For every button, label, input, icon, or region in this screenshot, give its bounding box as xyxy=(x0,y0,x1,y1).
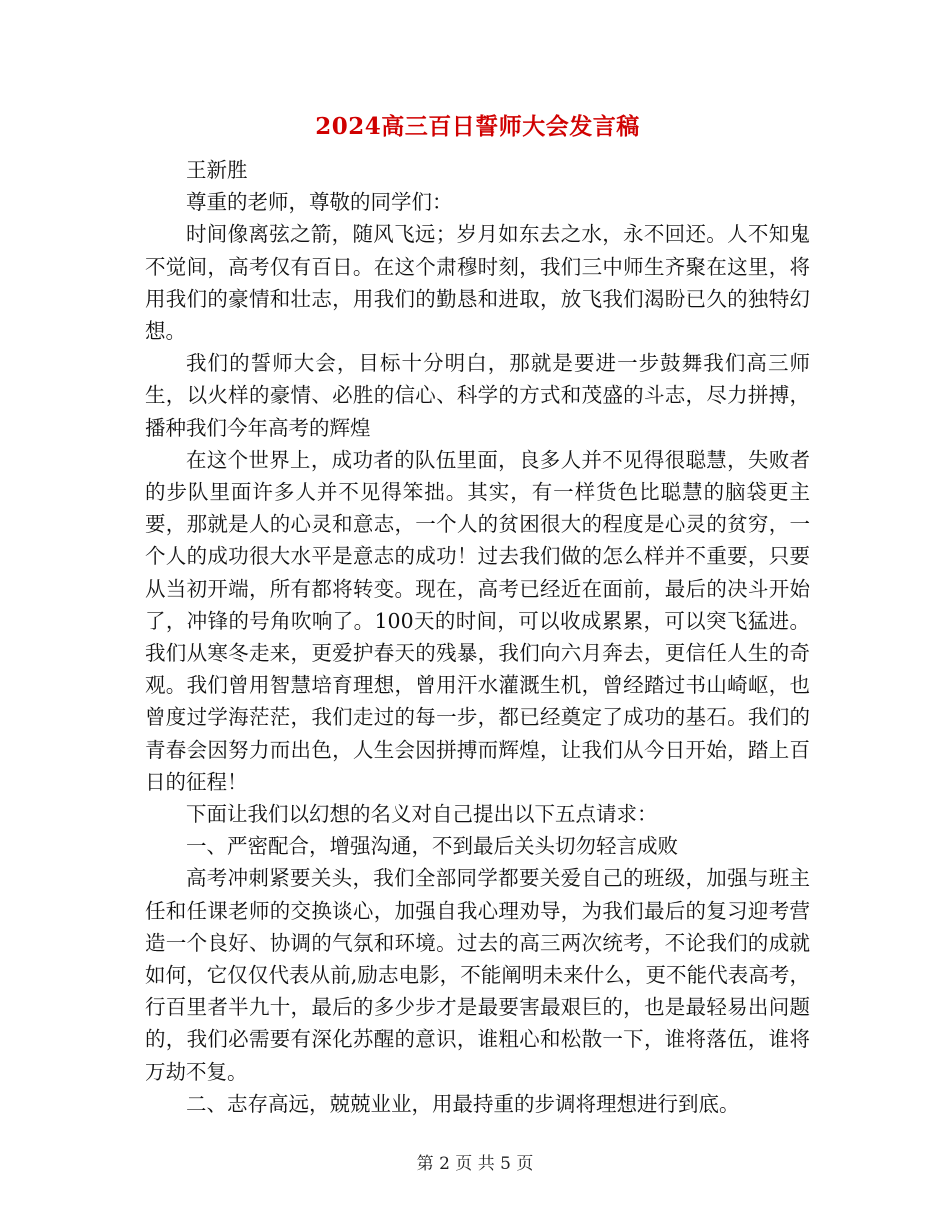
body-paragraph: 下面让我们以幻想的名义对自己提出以下五点请求： xyxy=(186,802,658,827)
author-line: 王新胜 xyxy=(186,158,248,182)
body-paragraph: 时间像离弦之箭，随风飞远；岁月如东去之水，永不回还。人不知鬼不觉间，高考仅有百日。在这个肃穆时刻，我们三中师生齐聚在这里，将用我们的豪情和壮志，用我们的勤恳和进取，放飞我们渴盼已久的独特幻想。 xyxy=(145,222,810,344)
body-paragraph: 在这个世界上，成功者的队伍里面，良多人并不见得很聪慧，失败者的步队里面许多人并不见得笨拙。其实，有一样货色比聪慧的脑袋更主要，那就是人的心灵和意志，一个人的贫困很大的程度是心灵的贫穷，一个人的成功很大水平是意志的成功！过去我们做的怎么样并不重要，只要从当初开端，所有都将转变。现在，高考已经近在面前，最后的决斗开始了，冲锋的号角吹响了。100天的时间，可以收成累累，可以突飞猛进。我们从寒冬走来，更爱护春天的残暴，我们向六月奔去，更信任人生的奇观。我们曾用智慧培育理想，曾用汗水灌溉生机，曾经踏过书山崎岖，也曾度过学海茫茫，我们走过的每一步，都已经奠定了成功的基石。我们的青春会因努力而出色，人生会因拼搏而辉煌，让我们从今日开始，踏上百日的征程！ xyxy=(145,447,810,794)
page-number-footer: 第 2 页 共 5 页 xyxy=(416,1154,534,1174)
body-paragraph: 高考冲刺紧要关头，我们全部同学都要关爱自己的班级，加强与班主任和任课老师的交换谈心，加强自我心理劝导，为我们最后的复习迎考营造一个良好、协调的气氛和环境。过去的高三两次统考，不论我们的成就如何，它仅仅代表从前,励志电影，不能阐明未来什么，更不能代表高考，行百里者半九十，最后的多少步才是最要害最艰巨的，也是最轻易出问题的，我们必需要有深化苏醒的意识，谁粗心和松散一下，谁将落伍，谁将万劫不复。 xyxy=(145,866,810,1084)
section-heading: 一、严密配合，增强沟通，不到最后关头切勿轻言成败 xyxy=(186,834,678,859)
section-heading: 二、志存高远，兢兢业业，用最持重的步调将理想进行到底。 xyxy=(186,1091,740,1116)
salutation: 尊重的老师，尊敬的同学们： xyxy=(186,190,453,215)
document-title: 2024高三百日誓师大会发言稿 xyxy=(315,113,640,140)
body-paragraph: 我们的誓师大会，目标十分明白，那就是要进一步鼓舞我们高三师生，以火样的豪情、必胜的信心、科学的方式和茂盛的斗志，尽力拼搏，播种我们今年高考的辉煌 xyxy=(145,351,810,440)
document-page xyxy=(145,110,810,1120)
